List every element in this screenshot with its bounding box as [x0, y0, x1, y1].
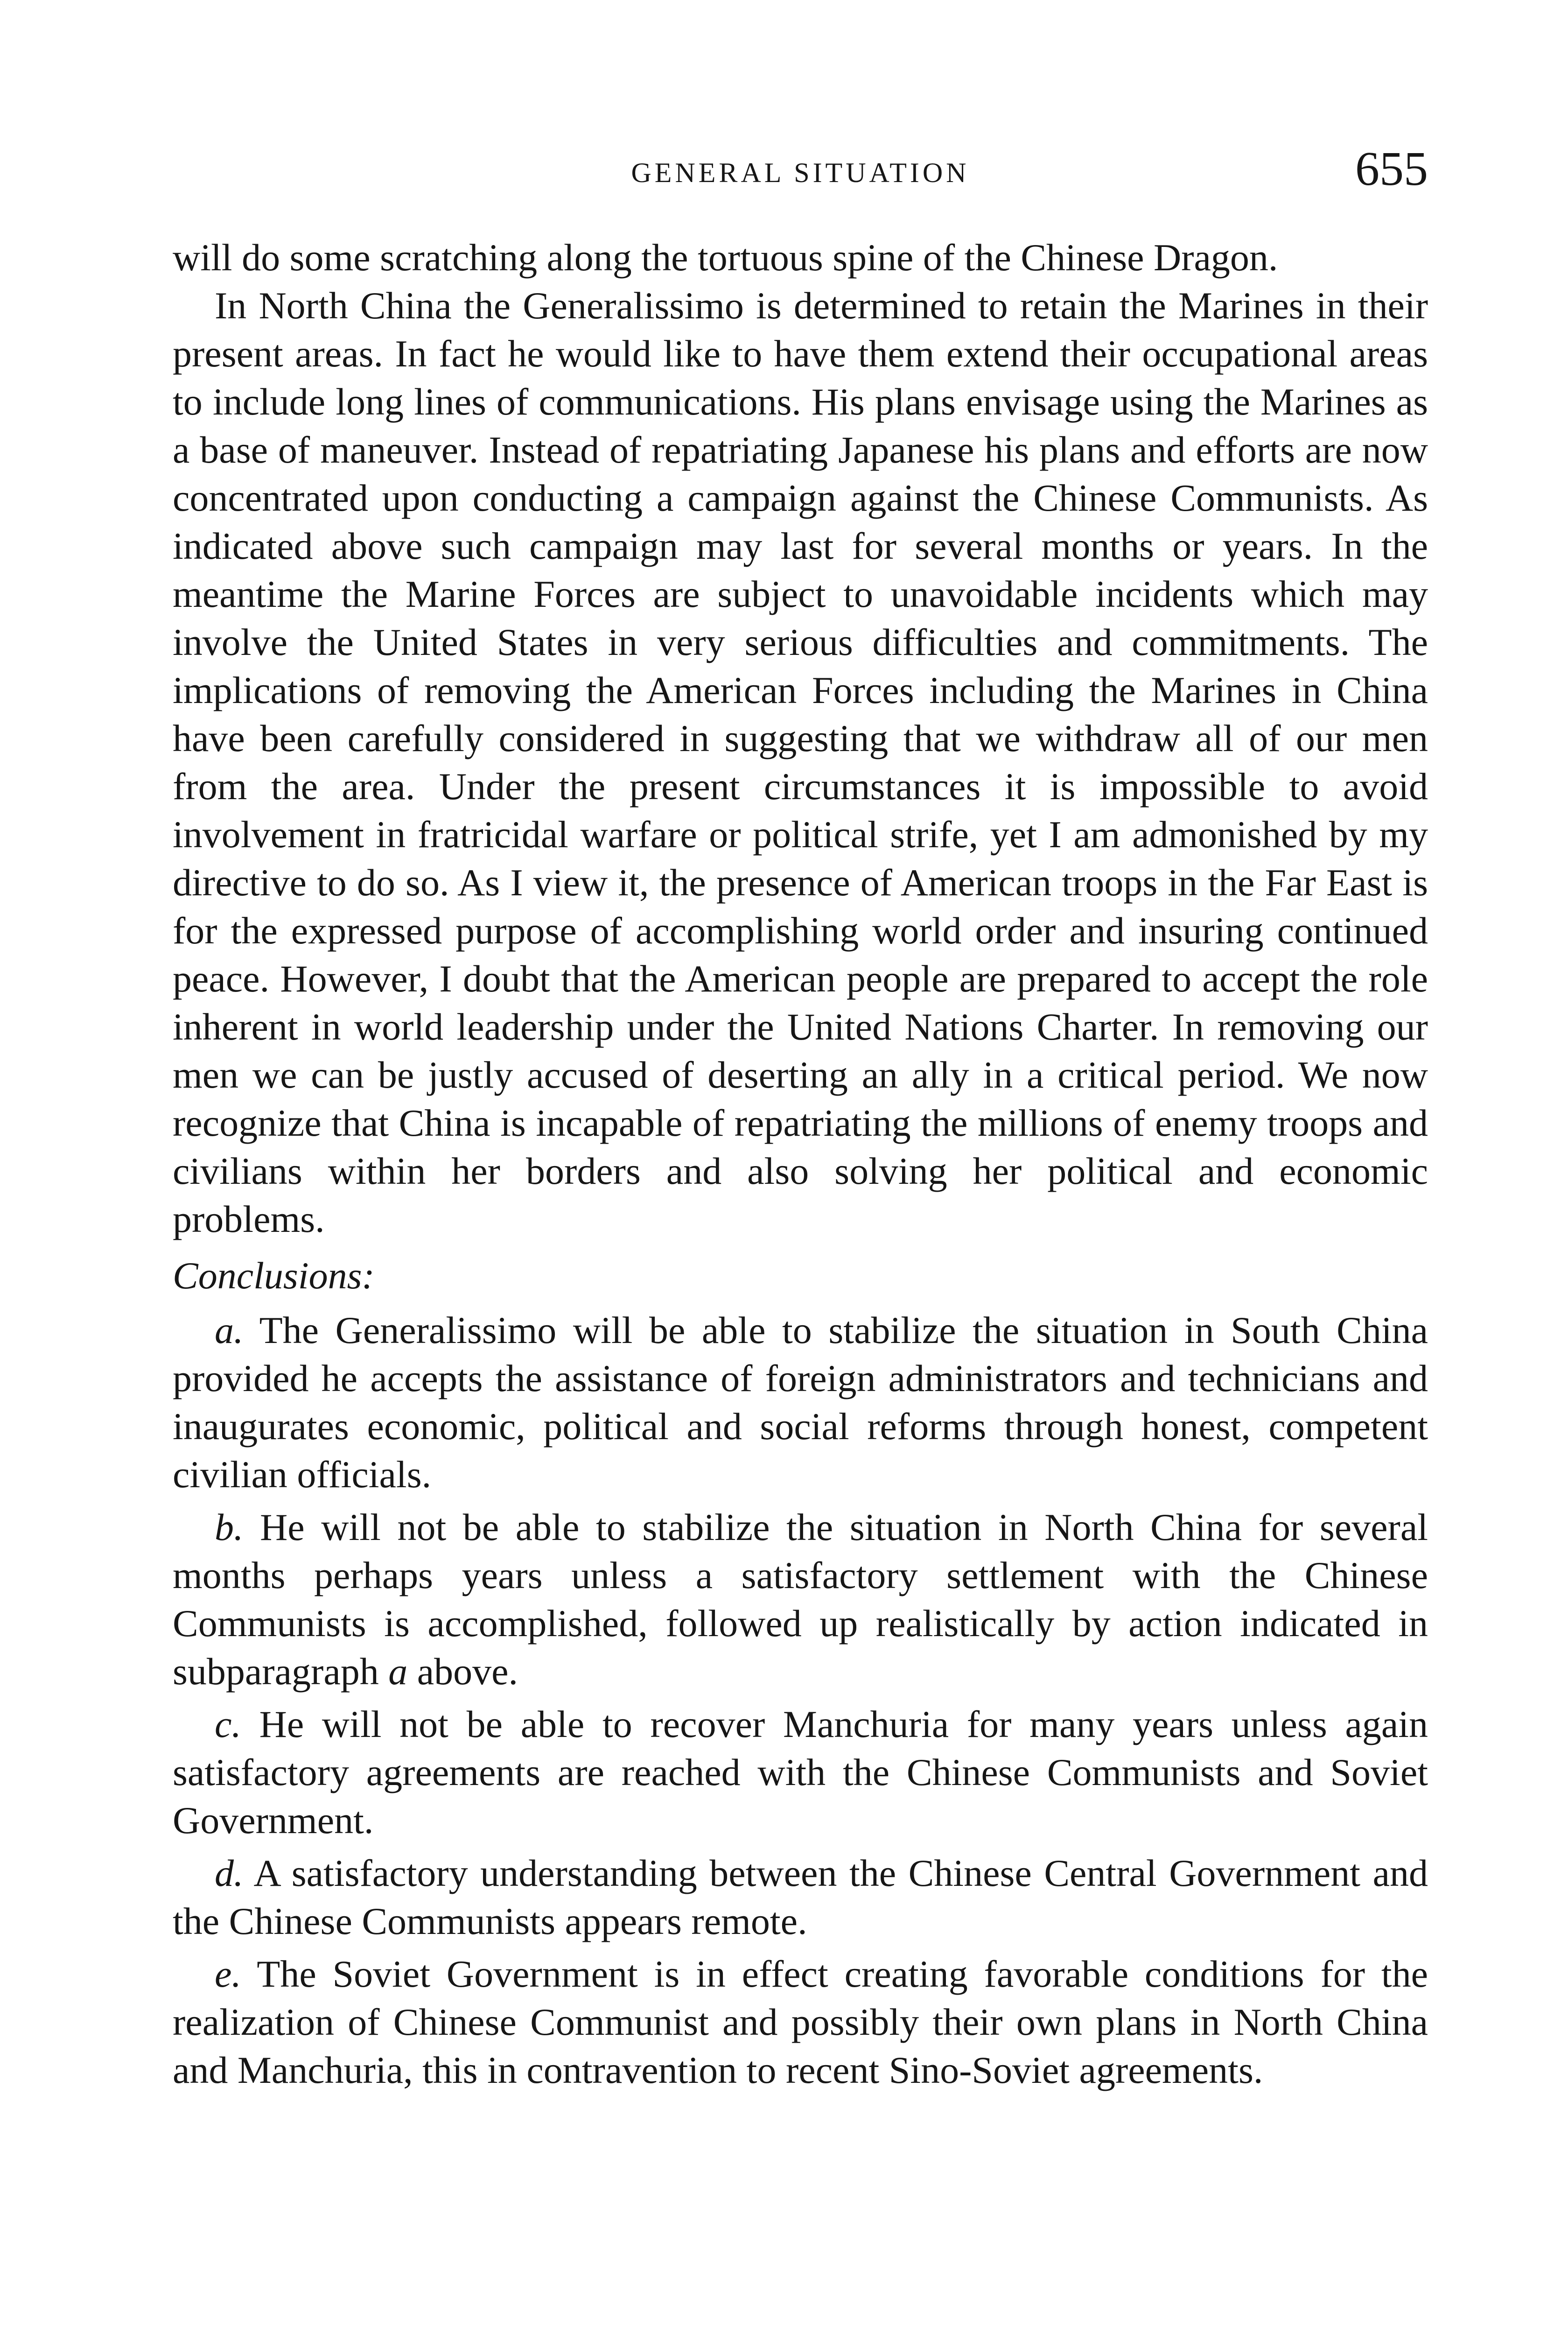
conclusion-c: [173, 1700, 1428, 1844]
conclusion-letter: e.: [215, 1953, 241, 1995]
conclusion-e: [173, 1950, 1428, 2094]
conclusion-d: [173, 1849, 1428, 1945]
running-head: GENERAL SITUATION: [631, 157, 970, 188]
conclusion-letter: a.: [215, 1309, 244, 1351]
conclusion-text: The Soviet Government is in effect creating favorable conditions for the realization of Chinese Communist and possibly their own plans in North China and Manchuria, this in contravention to recent Sino-Soviet agreements.: [173, 1953, 1428, 2091]
paragraph-north-china: In North China the Generalissimo is determined to retain the Marines in their present areas. In fact he would like to have them extend their occupational areas to include long lines of communications. His plans envisage using the Marines as a base of maneuver. Instead of repatriating Japanese his plans and efforts are now concentrated upon conducting a campaign against the Chinese Communists. As indicated above such campaign may last for several months or years. In the meantime the Marine Forces are subject to unavoidable incidents which may involve the United States in very serious difficulties and commitments. The implications of removing the American Forces including the Marines in China have been carefully considered in suggesting that we withdraw all of our men from the area. Under the present circumstances it is impossible to avoid involvement in fratricidal warfare or political strife, yet I am admonished by my directive to do so. As I view it, the presence of American troops in the Far East is for the expressed purpose of accomplishing world order and insuring continued peace. However, I doubt that the American people are prepared to accept the role inherent in world leadership under the United Nations Charter. In removing our men we can be justly accused of deserting an ally in a critical period. We now recognize that China is incapable of repatriating the millions of enemy troops and civilians within her borders and also solving her political and economic problems.: [173, 284, 1428, 1240]
conclusion-letter: b.: [215, 1506, 244, 1548]
conclusion-a: [173, 1306, 1428, 1498]
page-number: 655: [1355, 142, 1428, 196]
conclusion-text: The Generalissimo will be able to stabilize the situation in South China provided he accepts the assistance of foreign administrators and technicians and inaugurates economic, political and social reforms through honest, competent civilian officials.: [173, 1309, 1428, 1496]
conclusion-b: [173, 1503, 1428, 1695]
conclusion-letter: d.: [215, 1852, 244, 1894]
conclusion-letter: c.: [215, 1703, 241, 1745]
subparagraph-reference: a: [388, 1650, 408, 1693]
paragraph-continuation: will do some scratching along the tortuous spine of the Chinese Dragon.: [173, 236, 1278, 279]
conclusion-text: He will not be able to stabilize the situation in North China for several months perhaps years unless a satisfactory settlement with the Chinese Communists is accomplished, followed up realistically by action indicated in subparagraph: [173, 1506, 1428, 1693]
conclusions-heading: Conclusions:: [173, 1254, 375, 1297]
page-header: [173, 142, 1428, 215]
conclusion-text: He will not be able to recover Manchuria for many years unless again satisfactory agreements are reached with the Chinese Communists and Soviet Government.: [173, 1703, 1428, 1842]
conclusion-text-end: above.: [417, 1650, 518, 1693]
conclusion-text: A satisfactory understanding between the Chinese Central Government and the Chinese Communists appears remote.: [173, 1852, 1428, 1942]
body-text: [173, 233, 1428, 2094]
